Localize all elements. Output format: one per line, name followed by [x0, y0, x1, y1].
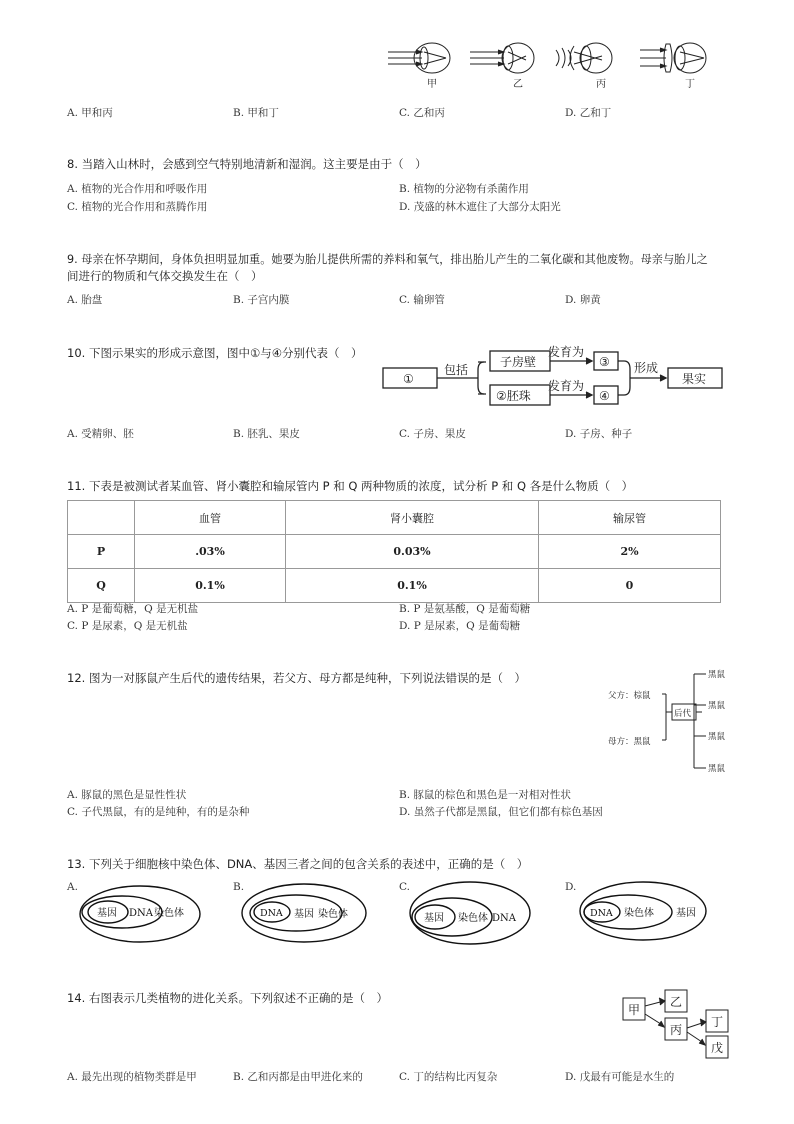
- q11-stem: 11. 下表是被测试者某血管、肾小囊腔和输尿管内 P 和 Q 两种物质的浓度，试分析 P 和 Q 各是什么物质（ ）: [67, 479, 634, 493]
- diagram-box3: ③: [599, 355, 610, 369]
- q14-option-c[interactable]: C. 丁的结构比丙复杂: [399, 1071, 498, 1083]
- diagram-fruit: 果实: [682, 372, 707, 386]
- eye-figure-jia: [388, 43, 450, 73]
- set-b-outer: 染色体: [318, 909, 348, 920]
- table-header-row: [68, 501, 721, 535]
- q9-stem-line2: 间进行的物质和气体交换发生在（ ）: [67, 269, 263, 283]
- set-diagram-a[interactable]: [78, 884, 206, 944]
- node-wu: 戊: [711, 1041, 724, 1055]
- q7-option-d[interactable]: D. 乙和丁: [565, 107, 612, 119]
- q9-option-c[interactable]: C. 输卵管: [399, 294, 445, 306]
- set-c-inner: 基因: [424, 913, 444, 924]
- diagram-box4: ④: [599, 389, 610, 403]
- q14-stem: 14. 右图表示几类植物的进化关系。下列叙述不正确的是（ ）: [67, 991, 388, 1005]
- set-diagram-b[interactable]: [240, 882, 370, 944]
- diagram-mother: 母方：黑鼠: [608, 737, 651, 747]
- diagram-develop2: 发育为: [548, 379, 585, 393]
- plant-evolution-diagram: [620, 988, 732, 1060]
- diagram-offspring: 后代: [674, 709, 692, 719]
- diagram-result: 黑鼠: [708, 701, 726, 711]
- q10-stem: 10. 下图示果实的形成示意图，图中①与④分别代表（ ）: [67, 346, 363, 360]
- q12-option-d[interactable]: D. 虽然子代都是黑鼠，但它们都有棕色基因: [399, 806, 603, 818]
- table-cell: 0: [539, 569, 721, 603]
- set-diagram-d[interactable]: [578, 880, 708, 942]
- q13-option-d[interactable]: D.: [565, 881, 577, 893]
- concentration-table: [67, 500, 721, 603]
- q13-stem: 13. 下列关于细胞核中染色体、DNA、基因三者之间的包含关系的表述中，正确的是（ ）: [67, 857, 529, 871]
- table-cell: 0.1%: [135, 569, 286, 603]
- table-header-cell: [68, 501, 135, 535]
- fruit-formation-diagram: [380, 343, 730, 413]
- table-header-cell: 肾小囊腔: [286, 501, 539, 535]
- table-header-cell: 血管: [135, 501, 286, 535]
- node-ding: 丁: [711, 1015, 724, 1029]
- eye-label-ding: 丁: [685, 79, 695, 90]
- set-a-inner: 基因: [97, 908, 117, 919]
- q14-option-b[interactable]: B. 乙和丙都是由甲进化来的: [233, 1071, 363, 1083]
- diagram-result: 黑鼠: [708, 670, 726, 680]
- q10-option-d[interactable]: D. 子房、种子: [565, 428, 633, 440]
- node-jia: 甲: [628, 1003, 641, 1017]
- diagram-form: 形成: [634, 361, 659, 375]
- set-c-middle: 染色体: [458, 913, 488, 924]
- guinea-pig-inheritance-diagram: [606, 664, 736, 774]
- table-header-cell: 输尿管: [539, 501, 721, 535]
- q7-option-a[interactable]: A. 甲和丙: [67, 107, 113, 119]
- set-a-middle: DNA: [129, 908, 153, 919]
- diagram-result: 黑鼠: [708, 764, 726, 774]
- set-d-inner: DNA: [590, 908, 613, 919]
- table-cell: Q: [68, 569, 135, 603]
- q10-option-b[interactable]: B. 胚乳、果皮: [233, 428, 300, 440]
- q12-option-b[interactable]: B. 豚鼠的棕色和黑色是一对相对性状: [399, 789, 571, 801]
- table-cell: P: [68, 535, 135, 569]
- q10-option-c[interactable]: C. 子房、果皮: [399, 428, 466, 440]
- q12-stem: 12. 图为一对豚鼠产生后代的遗传结果，若父方、母方都是纯种，下列说法错误的是（ ）: [67, 671, 526, 685]
- set-b-middle: 基因: [294, 909, 314, 920]
- table-cell: .03%: [135, 535, 286, 569]
- q11-option-a[interactable]: A. P 是葡萄糖，Q 是无机盐: [67, 603, 199, 615]
- diagram-box1: ①: [403, 372, 414, 386]
- diagram-ovule: ②胚珠: [496, 389, 531, 403]
- q9-option-d[interactable]: D. 卵黄: [565, 294, 601, 306]
- set-d-middle: 染色体: [624, 908, 654, 919]
- q13-option-b[interactable]: B.: [233, 881, 245, 893]
- q11-option-b[interactable]: B. P 是氨基酸，Q 是葡萄糖: [399, 603, 531, 615]
- q8-stem: 8. 当踏入山林时，会感到空气特别地清新和湿润。这主要是由于（ ）: [67, 157, 427, 171]
- q12-option-c[interactable]: C. 子代黑鼠，有的是纯种，有的是杂种: [67, 806, 250, 818]
- eye-label-bing: 丙: [596, 79, 606, 90]
- set-a-outer: 染色体: [154, 908, 184, 919]
- q12-option-a[interactable]: A. 豚鼠的黑色是显性性状: [67, 789, 187, 801]
- diagram-result: 黑鼠: [708, 732, 726, 742]
- q10-option-a[interactable]: A. 受精卵、胚: [67, 428, 134, 440]
- table-cell: 0.03%: [286, 535, 539, 569]
- set-diagram-c[interactable]: [408, 880, 532, 946]
- q8-option-d[interactable]: D. 茂盛的林木遮住了大部分太阳光: [399, 201, 561, 213]
- set-b-inner: DNA: [260, 908, 283, 919]
- q7-option-b[interactable]: B. 甲和丁: [233, 107, 279, 119]
- table-cell: 2%: [539, 535, 721, 569]
- eye-figures: [380, 36, 730, 90]
- q13-option-c[interactable]: C.: [399, 881, 410, 893]
- node-bing: 丙: [670, 1023, 683, 1037]
- q11-option-c[interactable]: C. P 是尿素，Q 是无机盐: [67, 620, 188, 632]
- diagram-include: 包括: [444, 363, 469, 377]
- table-row: [68, 569, 721, 603]
- q9-option-b[interactable]: B. 子宫内膜: [233, 294, 290, 306]
- table-cell: 0.1%: [286, 569, 539, 603]
- q7-option-c[interactable]: C. 乙和丙: [399, 107, 445, 119]
- eye-figure-ding: [640, 43, 706, 73]
- set-d-outer: 基因: [676, 908, 696, 919]
- diagram-develop1: 发育为: [548, 345, 585, 359]
- diagram-father: 父方：棕鼠: [608, 691, 651, 701]
- q8-option-c[interactable]: C. 植物的光合作用和蒸腾作用: [67, 201, 208, 213]
- diagram-ovary-wall: 子房壁: [500, 355, 537, 369]
- q8-option-b[interactable]: B. 植物的分泌物有杀菌作用: [399, 183, 529, 195]
- q14-option-d[interactable]: D. 戊最有可能是水生的: [565, 1071, 675, 1083]
- node-yi: 乙: [670, 995, 683, 1009]
- q8-option-a[interactable]: A. 植物的光合作用和呼吸作用: [67, 183, 208, 195]
- eye-label-yi: 乙: [513, 79, 523, 90]
- q14-option-a[interactable]: A. 最先出现的植物类群是甲: [67, 1071, 197, 1083]
- set-c-outer: DNA: [492, 913, 516, 924]
- eye-figure-bing: [556, 43, 612, 73]
- q13-option-a[interactable]: A.: [67, 881, 78, 893]
- q11-option-d[interactable]: D. P 是尿素，Q 是葡萄糖: [399, 620, 521, 632]
- eye-label-jia: 甲: [427, 79, 437, 90]
- q9-option-a[interactable]: A. 胎盘: [67, 294, 103, 306]
- eye-figure-yi: [470, 43, 534, 73]
- q9-stem-line1: 9. 母亲在怀孕期间，身体负担明显加重。她要为胎儿提供所需的养料和氧气，排出胎儿产生的二氧化碳和其他废物。母亲与胎儿之: [67, 253, 708, 266]
- table-row: [68, 535, 721, 569]
